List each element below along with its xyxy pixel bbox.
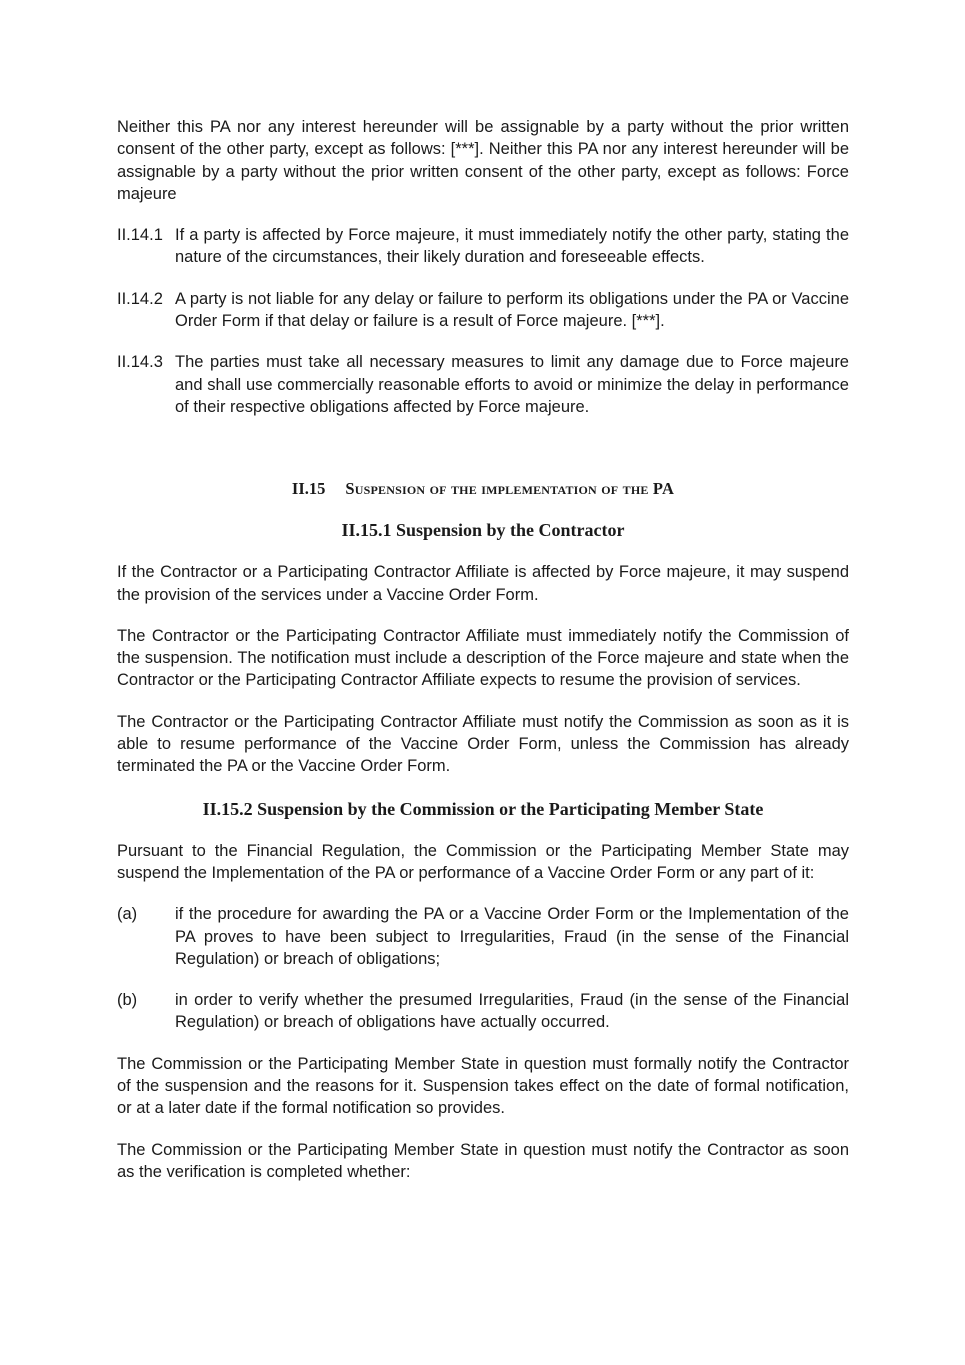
document-page: [117, 116, 849, 1183]
clause-ii-14-1: [117, 224, 849, 269]
list-text: if the procedure for awarding the PA or a Vaccine Order Form or the Implementation of the PA proves to have been subject to Irregularities, Fraud (in the sense of the Financial Regulation) or breach of obligations;: [175, 905, 849, 968]
suspension-contractor-paragraph-2: The Contractor or the Participating Contractor Affiliate must immediately notify the Commission of the suspension. The notification must include a description of the Force majeure and state when the Contractor or the Participating Contractor Affiliate expects to resume the provision of services.: [117, 626, 849, 690]
subsection-heading-ii-15-1: II.15.1 Suspension by the Contractor: [341, 520, 625, 541]
section-number: II.15: [291, 479, 326, 499]
clause-number: II.14.2: [117, 289, 163, 308]
suspension-commission-paragraph-2: The Commission or the Participating Member State in question must notify the Contractor as soon as the verification is completed whether:: [117, 1140, 849, 1181]
list-text: in order to verify whether the presumed Irregularities, Fraud (in the sense of the Financial Regulation) or breach of obligations have actually occurred.: [175, 991, 849, 1032]
suspension-contractor-paragraph-3: The Contractor or the Participating Contractor Affiliate must notify the Commission as soon as it is able to resume performance of the Vaccine Order Form, unless the Commission has already terminated the PA or the Vaccine Order Form.: [117, 712, 849, 776]
clause-number: II.14.3: [117, 353, 163, 372]
list-label: (a): [117, 905, 138, 924]
list-label: (b): [117, 991, 138, 1010]
subsection-heading-ii-15-2: II.15.2 Suspension by the Commission or the Participating Member State: [202, 798, 764, 819]
assignment-paragraph: Neither this PA nor any interest hereunder will be assignable by a party without the prior written consent of the other party, except as follows: [***]. Neither this PA nor any interest hereunder will be assignable by a party without the prior written consent of the other party, except as follows: Force majeure: [117, 118, 849, 203]
section-heading-ii-15: [117, 478, 849, 500]
section-title: Suspension of the implementation of the PA: [345, 479, 675, 499]
clause-ii-14-2: [117, 288, 849, 333]
suspension-contractor-paragraph-1: If the Contractor or a Participating Contractor Affiliate is affected by Force majeure, it may suspend the provision of the services under a Vaccine Order Form.: [117, 563, 849, 604]
clause-ii-14-3: [117, 351, 849, 418]
clause-text: If a party is affected by Force majeure, it must immediately notify the other party, stating the nature of the circumstances, their likely duration and foreseeable effects.: [175, 226, 849, 267]
list-item-a: [117, 903, 849, 970]
suspension-commission-intro: Pursuant to the Financial Regulation, the Commission or the Participating Member State may suspend the Implementation of the PA or performance of a Vaccine Order Form or any part of it:: [117, 841, 849, 882]
clause-text: A party is not liable for any delay or failure to perform its obligations under the PA or Vaccine Order Form if that delay or failure is a result of Force majeure. [***].: [175, 289, 849, 331]
list-item-b: [117, 989, 849, 1034]
clause-number: II.14.1: [117, 226, 163, 245]
clause-text: The parties must take all necessary measures to limit any damage due to Force majeure and shall use commercially reasonable efforts to avoid or minimize the delay in performance of their respective obligations affected by Force majeure.: [175, 353, 849, 416]
suspension-commission-paragraph-1: The Commission or the Participating Member State in question must formally notify the Contractor of the suspension and the reasons for it. Suspension takes effect on the date of formal notification, or at a later date if the formal notification so provides.: [117, 1054, 849, 1118]
